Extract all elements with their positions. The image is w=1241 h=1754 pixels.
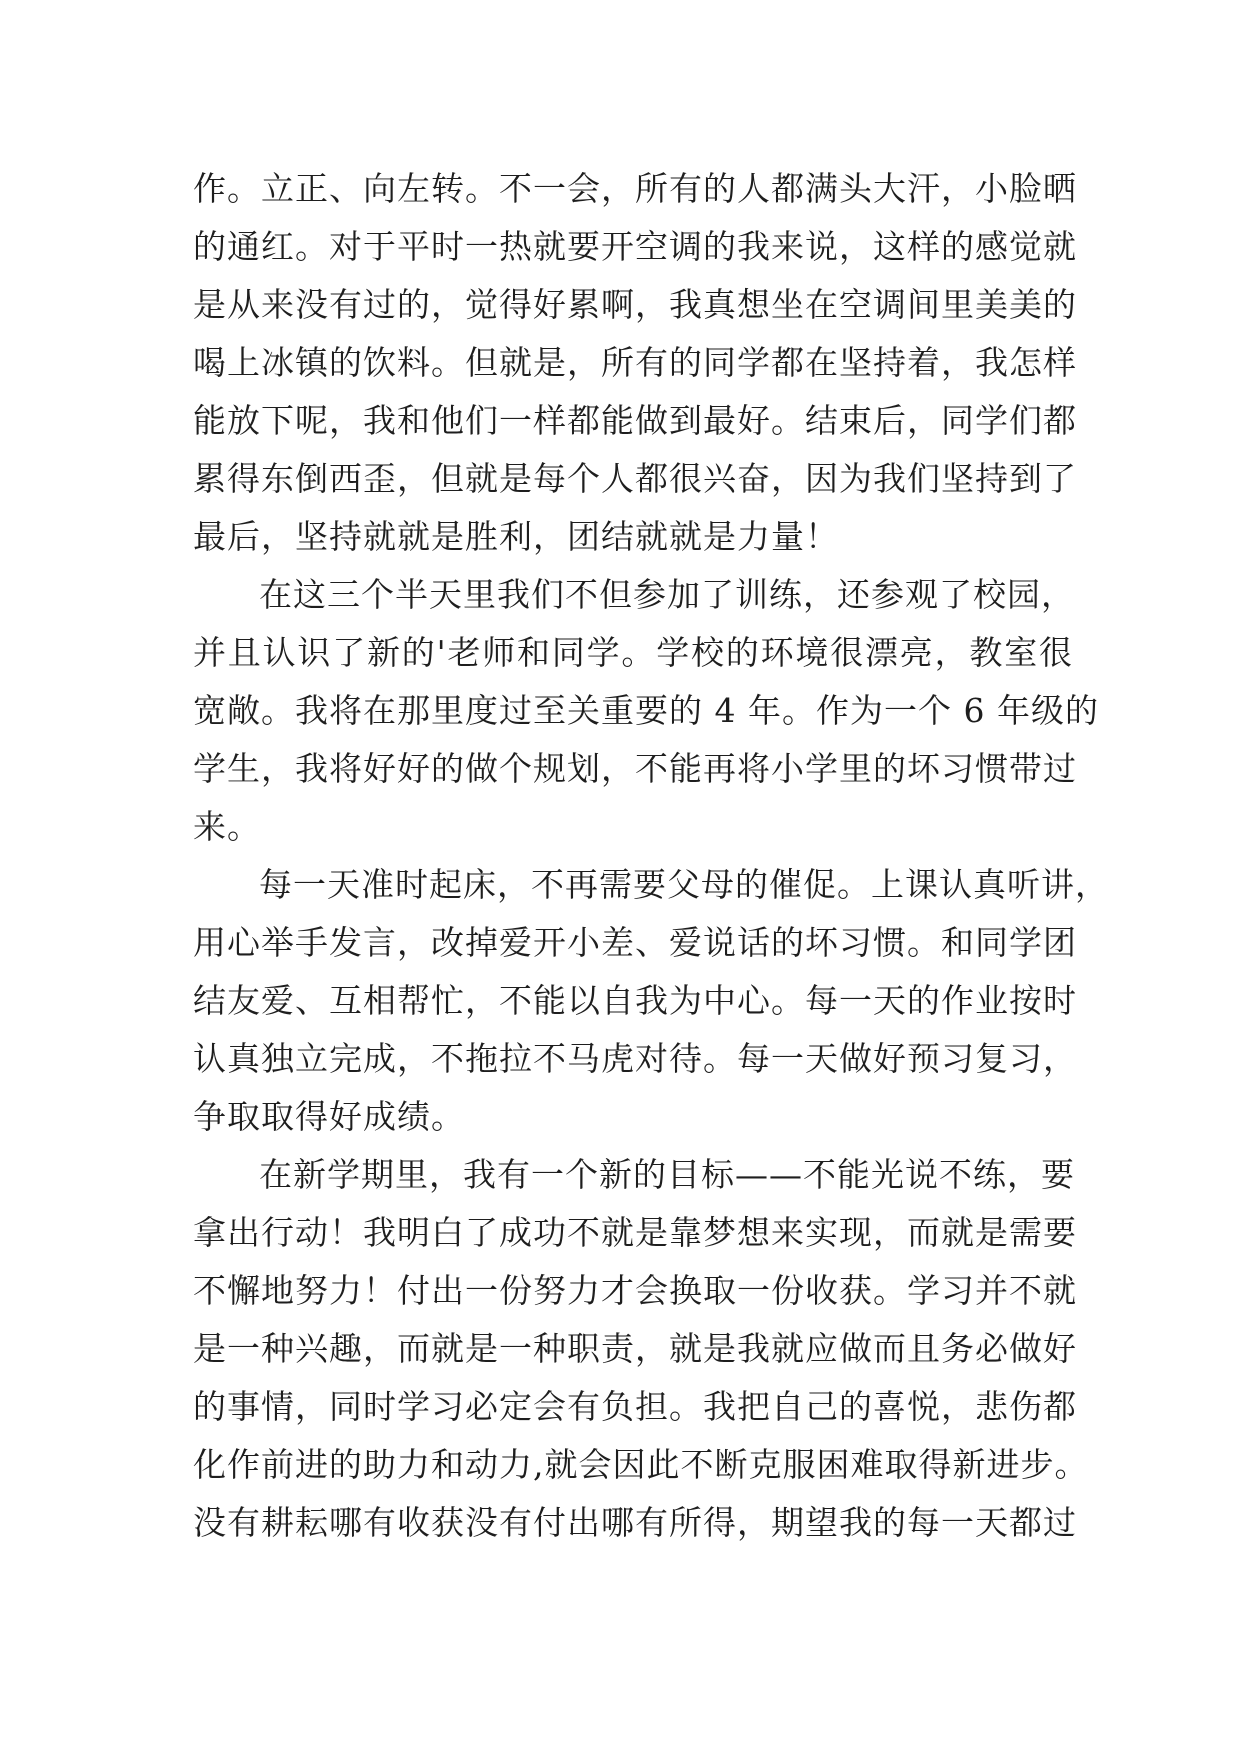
- text-line: 的事情，同时学习必定会有负担。我把自己的喜悦，悲伤都: [193, 1387, 1077, 1426]
- text-line: 没有耕耘哪有收获没有付出哪有所得，期望我的每一天都过: [193, 1503, 1077, 1542]
- text-line: 并且认识了新的'老师和同学。学校的环境很漂亮，教室很: [193, 633, 1073, 672]
- paragraph-1: [193, 160, 1077, 566]
- paragraph-3: [193, 856, 1109, 1146]
- text-line: 在这三个半天里我们不但参加了训练，还参观了校园，: [259, 575, 1075, 614]
- text-line: 拿出行动！我明白了成功不就是靠梦想来实现，而就是需要: [193, 1213, 1077, 1252]
- text-line: 每一天准时起床，不再需要父母的催促。上课认真听讲，: [259, 865, 1109, 904]
- text-line: 是一种兴趣，而就是一种职责，就是我就应做而且务必做好: [193, 1329, 1077, 1368]
- text-line: 结友爱、互相帮忙，不能以自我为中心。每一天的作业按时: [193, 981, 1077, 1020]
- text-line: 争取取得好成绩。: [193, 1097, 465, 1136]
- paragraph-4: [193, 1146, 1089, 1552]
- text-line: 的通红。对于平时一热就要开空调的我来说，这样的感觉就: [193, 227, 1077, 266]
- text-line: 最后，坚持就就是胜利，团结就就是力量！: [193, 517, 839, 556]
- text-line: 学生，我将好好的做个规划，不能再将小学里的坏习惯带过: [193, 749, 1077, 788]
- text-line: 宽敞。我将在那里度过至关重要的 4 年。作为一个 6 年级的: [193, 691, 1099, 730]
- text-line: 在新学期里，我有一个新的目标——不能光说不练，要: [259, 1155, 1075, 1194]
- text-line: 作。立正、向左转。不一会，所有的人都满头大汗，小脸晒: [193, 169, 1077, 208]
- text-line: 累得东倒西歪，但就是每个人都很兴奋，因为我们坚持到了: [193, 459, 1077, 498]
- text-line: 化作前进的助力和动力,就会因此不断克服困难取得新进步。: [193, 1445, 1089, 1484]
- text-line: 认真独立完成，不拖拉不马虎对待。每一天做好预习复习，: [193, 1039, 1077, 1078]
- text-line: 不懈地努力！付出一份努力才会换取一份收获。学习并不就: [193, 1271, 1077, 1310]
- text-line: 用心举手发言，改掉爱开小差、爱说话的坏习惯。和同学团: [193, 923, 1077, 962]
- text-line: 来。: [193, 807, 261, 846]
- text-line: 是从来没有过的，觉得好累啊，我真想坐在空调间里美美的: [193, 285, 1077, 324]
- document-body: [193, 160, 1109, 1552]
- paragraph-2: [193, 566, 1099, 856]
- text-line: 能放下呢，我和他们一样都能做到最好。结束后，同学们都: [193, 401, 1077, 440]
- text-line: 喝上冰镇的饮料。但就是，所有的同学都在坚持着，我怎样: [193, 343, 1077, 382]
